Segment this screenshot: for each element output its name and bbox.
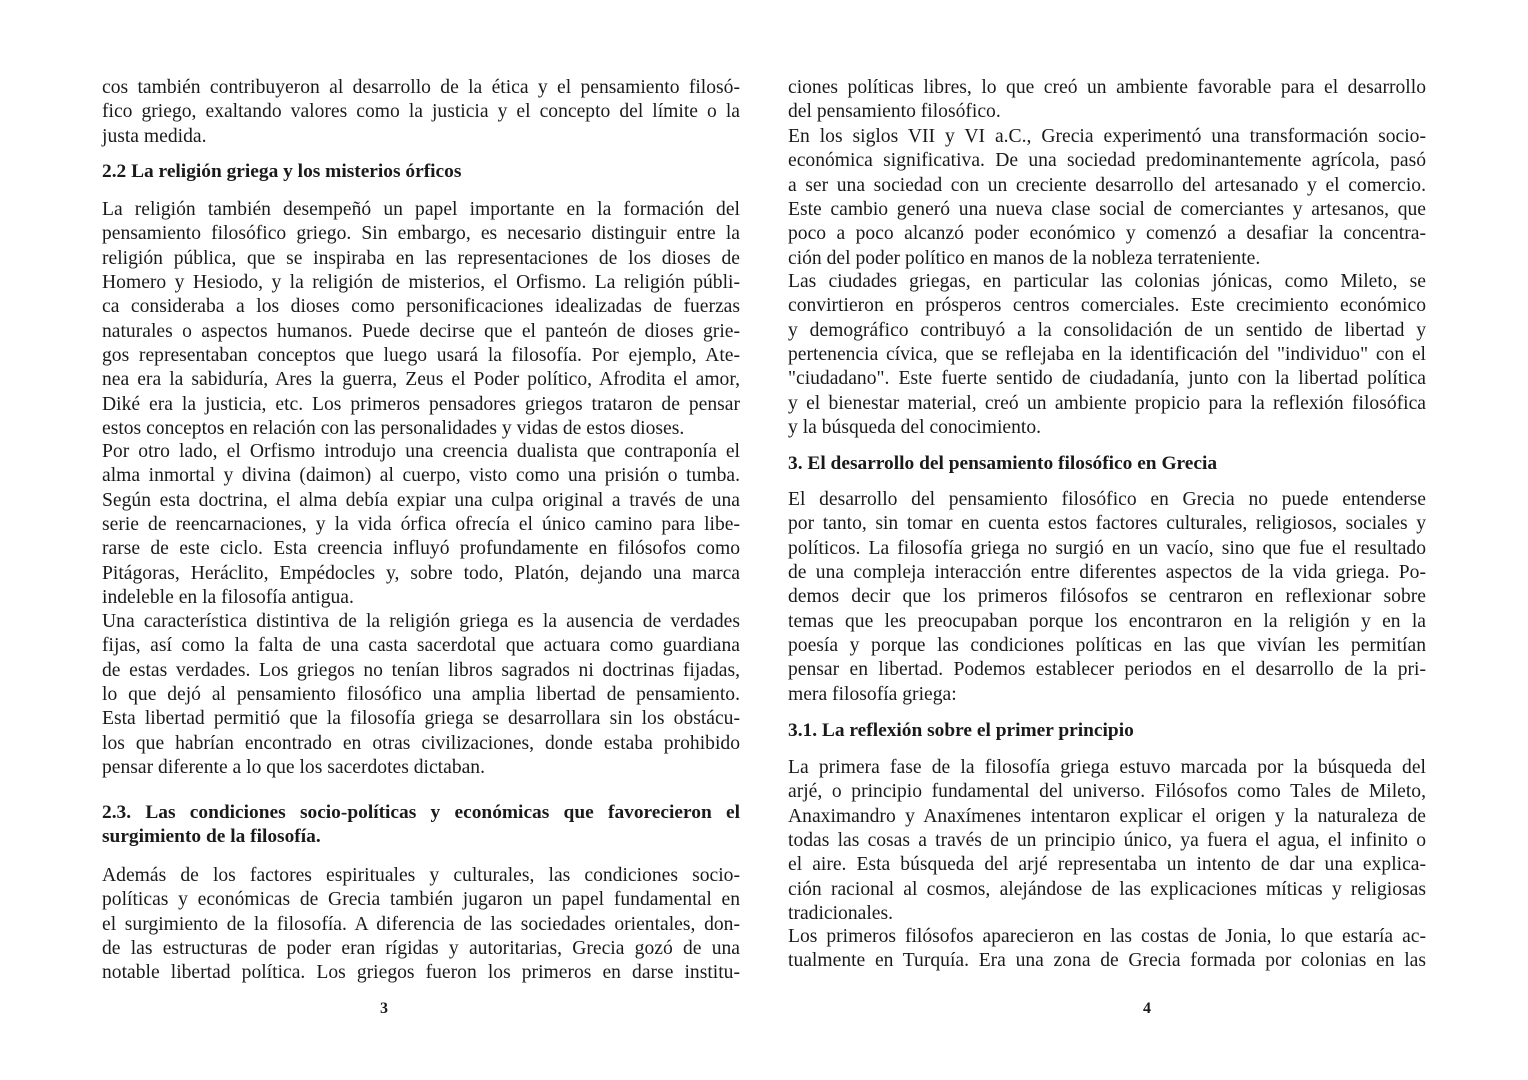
text-line: pensar diferente a lo que los sacerdotes dictaban.	[102, 757, 486, 779]
text-line: pensar en libertad. Podemos establecer periodos en el desarrollo de la pri-	[788, 659, 1426, 681]
text-line: tradicionales.	[788, 903, 894, 925]
section-heading	[788, 719, 1426, 743]
paragraph	[788, 76, 1426, 125]
paragraph	[788, 270, 1426, 440]
text-line: Los primeros filósofos aparecieron en las costas de Jonia, lo que estaría ac-	[788, 926, 1426, 947]
text-line: Además de los factores espirituales y culturales, las condiciones socio-	[102, 865, 740, 886]
text-line: "ciudadano". Este fuerte sentido de ciudadanía, junto con la libertad política	[788, 368, 1426, 390]
text-line: Anaximandro y Anaxímenes intentaron explicar el origen y la naturaleza de	[788, 805, 1426, 827]
text-line: estos conceptos en relación con las personalidades y vidas de estos dioses.	[102, 418, 685, 440]
text-line: nea era la sabiduría, Ares la guerra, Zeus el Poder político, Afrodita el amor,	[102, 369, 740, 391]
text-line: serie de reencarnaciones, y la vida órfica ofrecía el único camino para libe-	[102, 514, 740, 536]
text-line: 2.2 La religión griega y los misterios órficos	[102, 161, 462, 182]
paragraph	[102, 864, 740, 986]
section-heading	[102, 160, 740, 184]
text-line: por tanto, sin tomar en cuenta estos factores culturales, religiosos, sociales y	[788, 513, 1426, 535]
text-line: En los siglos VII y VI a.C., Grecia experimentó una transformación socio-	[788, 126, 1426, 147]
section-heading	[788, 452, 1426, 476]
text-line: notable libertad política. Los griegos fueron los primeros en darse institu-	[102, 962, 740, 984]
text-line: alma inmortal y divina (daimon) al cuerpo, visto como una prisión o tumba.	[102, 465, 740, 487]
text-line: gos representaban conceptos que luego usará la filosofía. Por ejemplo, Ate-	[102, 345, 740, 367]
text-line: El desarrollo del pensamiento filosófico en Grecia no puede entenderse	[788, 489, 1426, 510]
text-line: de las estructuras de poder eran rígidas y autoritarias, Grecia gozó de una	[102, 938, 740, 960]
text-line: el aire. Esta búsqueda del arjé representaba un intento de dar una explica-	[788, 854, 1426, 876]
text-line: naturales o aspectos humanos. Puede decirse que el panteón de dioses grie-	[102, 320, 740, 342]
text-line: surgimiento de la filosofía.	[102, 826, 321, 848]
paragraph	[788, 925, 1426, 974]
text-line: Homero y Hesiodo, y la religión de misterios, el Orfismo. La religión públi-	[102, 272, 740, 294]
text-line: fico griego, exaltando valores como la justicia y el concepto del límite o la	[102, 101, 740, 123]
text-line: Una característica distintiva de la religión griega es la ausencia de verdades	[102, 611, 740, 632]
text-line: 2.3. Las condiciones socio-políticas y económicas que favorecieron el	[102, 802, 740, 823]
text-line: ciones políticas libres, lo que creó un ambiente favorable para el desarrollo	[788, 77, 1426, 98]
text-line: convirtieron en prósperos centros comerciales. Este crecimiento económico	[788, 295, 1426, 317]
text-line: políticos. La filosofía griega no surgió en un vacío, sino que fue el resultado	[788, 537, 1426, 559]
text-line: políticas y económicas de Grecia también jugaron un papel fundamental en	[102, 889, 740, 911]
text-line: del pensamiento filosófico.	[788, 101, 1001, 123]
text-line: 3. El desarrollo del pensamiento filosófico en Grecia	[788, 453, 1218, 474]
text-line: a ser una sociedad con un creciente desarrollo del artesanado y el comercio.	[788, 174, 1426, 196]
paragraph	[102, 76, 740, 149]
text-line: Este cambio generó una nueva clase social de comerciantes y artesanos, que	[788, 199, 1426, 221]
text-line: lo que dejó al pensamiento filosófico una amplia libertad de pensamiento.	[102, 684, 740, 706]
text-line: indeleble en la filosofía antigua.	[102, 587, 354, 609]
text-line: arjé, o principio fundamental del universo. Filósofos como Tales de Mileto,	[788, 781, 1426, 803]
text-line: todas las cosas a través de un principio único, ya fuera el agua, el infinito o	[788, 830, 1426, 852]
text-line: religión pública, que se inspiraba en las representaciones de los dioses de	[102, 247, 740, 269]
text-line: demos decir que los primeros filósofos se centraron en reflexionar sobre	[788, 586, 1426, 608]
text-line: Según esta doctrina, el alma debía expiar una culpa original a través de una	[102, 489, 740, 511]
text-line: pertenencia cívica, que se reflejaba en la identificación del "individuo" con el	[788, 344, 1426, 366]
text-line: económica significativa. De una sociedad predominantemente agrícola, pasó	[788, 150, 1426, 172]
text-line: Diké era la justicia, etc. Los primeros pensadores griegos trataron de pensar	[102, 393, 740, 415]
paragraph	[102, 440, 740, 610]
section-heading	[102, 801, 740, 850]
paragraph	[788, 488, 1426, 707]
text-line: 3.1. La reflexión sobre el primer principio	[788, 720, 1134, 741]
text-line: temas que les preocupaban porque los encontraron en la religión y en la	[788, 610, 1426, 632]
text-line: Esta libertad permitió que la filosofía griega se desarrollara sin los obstácu-	[102, 708, 740, 730]
text-line: ca consideraba a los dioses como personificaciones idealizadas de fuerzas	[102, 296, 740, 318]
paragraph	[102, 610, 740, 780]
paragraph	[788, 756, 1426, 926]
text-line: y el bienestar material, creó un ambiente propicio para la reflexión filosófica	[788, 392, 1426, 414]
text-line: Por otro lado, el Orfismo introdujo una creencia dualista que contraponía el	[102, 441, 740, 462]
text-line: Las ciudades griegas, en particular las colonias jónicas, como Mileto, se	[788, 271, 1426, 292]
text-line: fijas, así como la falta de una casta sacerdotal que actuara como guardiana	[102, 635, 740, 657]
text-line: ción del poder político en manos de la nobleza terrateniente.	[788, 247, 1261, 269]
text-line: poesía y porque las condiciones políticas en las que vivían les permitían	[788, 635, 1426, 657]
text-line: Pitágoras, Heráclito, Empédocles y, sobre todo, Platón, dejando una marca	[102, 562, 740, 584]
text-line: de una compleja interacción entre diferentes aspectos de la vida griega. Po-	[788, 562, 1426, 584]
text-line: La religión también desempeñó un papel importante en la formación del	[102, 199, 740, 220]
text-line: el surgimiento de la filosofía. A diferencia de las sociedades orientales, don-	[102, 913, 740, 935]
text-line: mera filosofía griega:	[788, 683, 957, 705]
text-line: pensamiento filosófico griego. Sin embargo, es necesario distinguir entre la	[102, 223, 740, 245]
text-line: La primera fase de la filosofía griega estuvo marcada por la búsqueda del	[788, 757, 1426, 778]
text-line: tualmente en Turquía. Era una zona de Grecia formada por colonias en las	[788, 950, 1426, 972]
text-line: los que habrían encontrado en otras civilizaciones, donde estaba prohibido	[102, 732, 740, 754]
text-line: y la búsqueda del conocimiento.	[788, 417, 1042, 439]
text-line: rarse de este ciclo. Esta creencia influyó profundamente en filósofos como	[102, 538, 740, 560]
text-line: justa medida.	[102, 125, 207, 147]
page-number: 3	[380, 1000, 388, 1017]
paragraph	[788, 125, 1426, 271]
page-number: 4	[1143, 1000, 1151, 1017]
text-line: y demográfico contribuyó a la consolidación de un sentido de libertad y	[788, 319, 1426, 341]
paragraph	[102, 198, 740, 441]
text-line: de estas verdades. Los griegos no tenían libros sagrados ni doctrinas fijadas,	[102, 659, 740, 681]
text-line: poco a poco alcanzó poder económico y comenzó a desafiar la concentra-	[788, 223, 1426, 245]
text-line: ción racional al cosmos, alejándose de las explicaciones míticas y religiosas	[788, 878, 1426, 900]
text-line: cos también contribuyeron al desarrollo de la ética y el pensamiento filosó-	[102, 77, 740, 98]
